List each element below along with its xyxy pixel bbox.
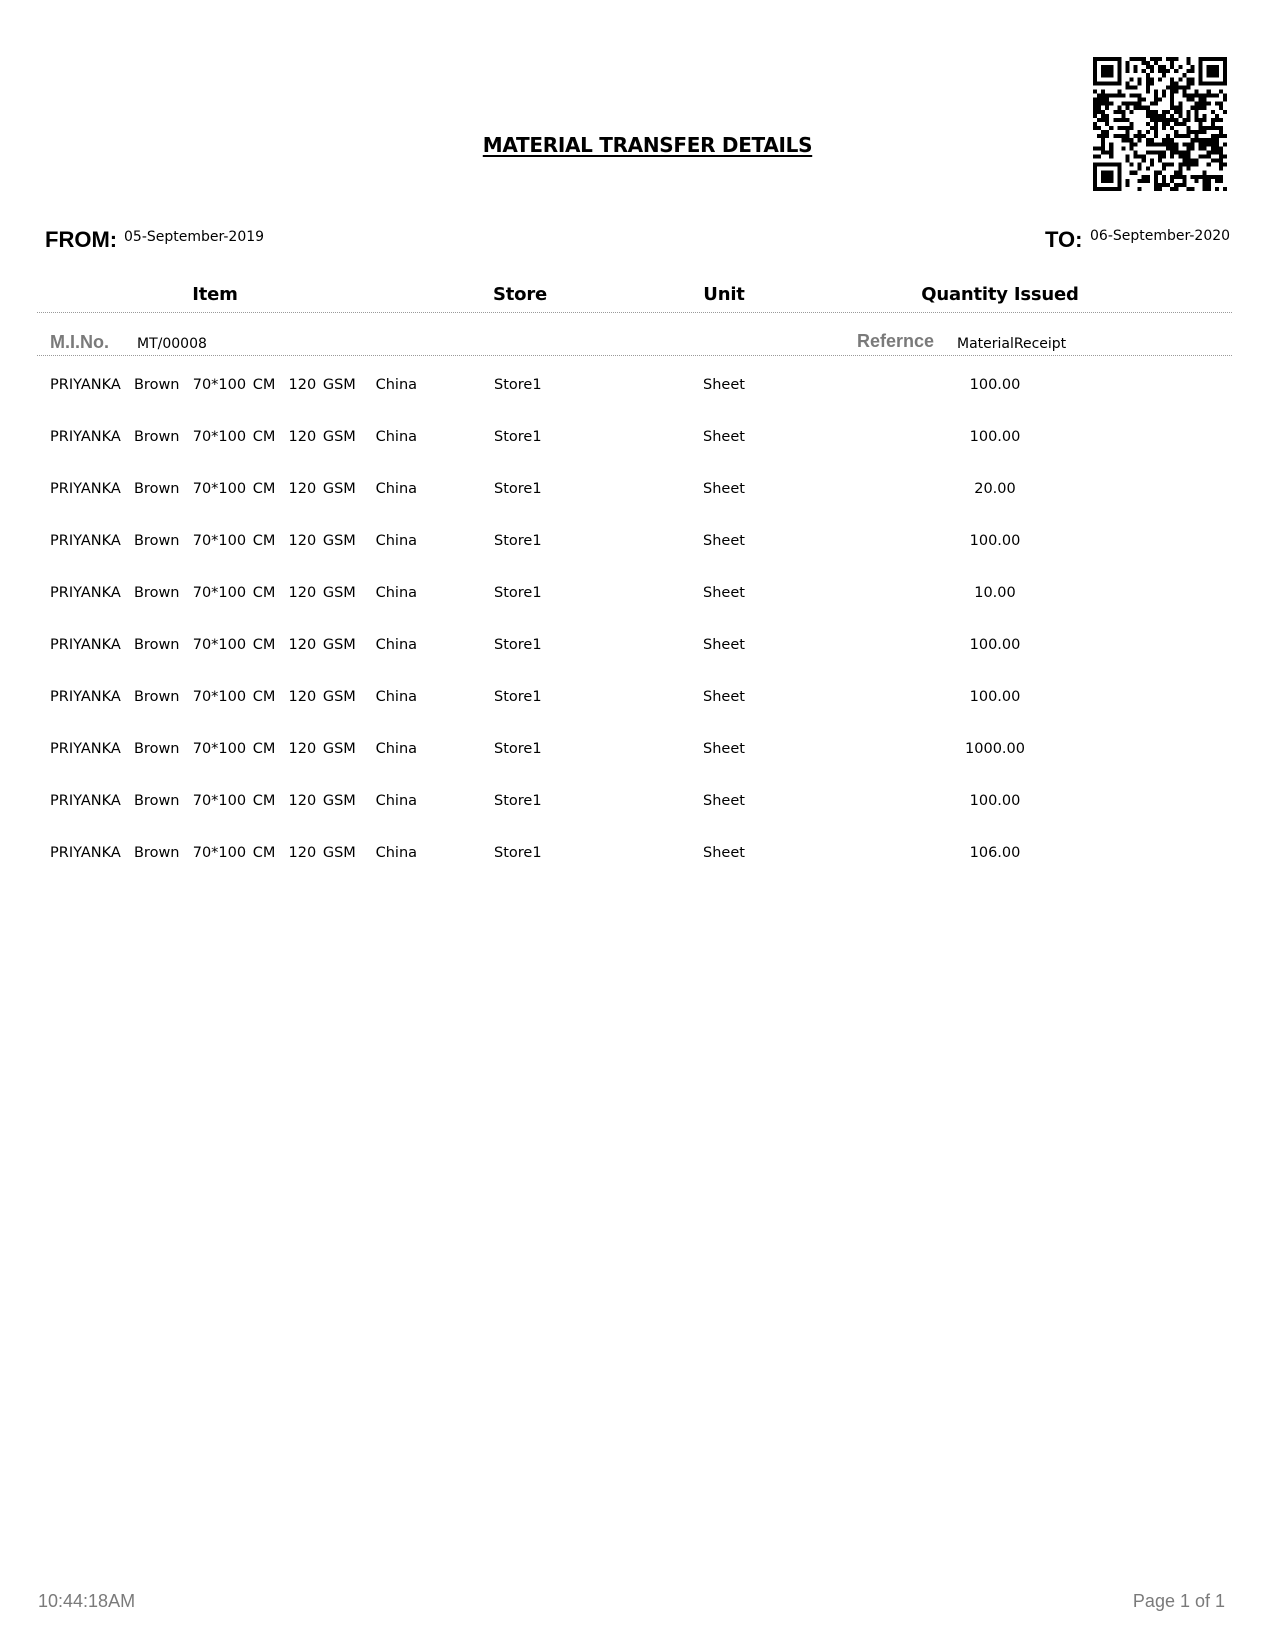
table-row	[0, 429, 1275, 481]
cell-item: PRIYANKA Brown 70*100 CM 120 GSM China	[50, 845, 418, 861]
cell-item: PRIYANKA Brown 70*100 CM 120 GSM China	[50, 481, 418, 497]
table-row	[0, 741, 1275, 793]
cell-quantity: 106.00	[969, 845, 1021, 861]
cell-item: PRIYANKA Brown 70*100 CM 120 GSM China	[50, 533, 418, 549]
table-row	[0, 481, 1275, 533]
column-header-store: Store	[492, 284, 548, 305]
table-row	[0, 533, 1275, 585]
cell-quantity: 1000.00	[965, 741, 1025, 757]
reference-value: MaterialReceipt	[957, 336, 1067, 352]
cell-unit: Sheet	[703, 533, 745, 549]
cell-store: Store1	[494, 741, 542, 757]
cell-quantity: 100.00	[969, 429, 1021, 445]
cell-unit: Sheet	[703, 377, 745, 393]
cell-store: Store1	[494, 845, 542, 861]
column-header-quantity: Quantity Issued	[921, 284, 1079, 305]
cell-store: Store1	[494, 637, 542, 653]
to-date: 06-September-2020	[1090, 228, 1231, 244]
table-row	[0, 793, 1275, 845]
cell-quantity: 10.00	[974, 585, 1016, 601]
from-date: 05-September-2019	[124, 229, 265, 245]
cell-item: PRIYANKA Brown 70*100 CM 120 GSM China	[50, 585, 418, 601]
table-row	[0, 377, 1275, 429]
from-label: FROM:	[45, 227, 118, 252]
cell-store: Store1	[494, 429, 542, 445]
mino-value: MT/00008	[137, 336, 207, 352]
cell-quantity: 20.00	[974, 481, 1016, 497]
cell-item: PRIYANKA Brown 70*100 CM 120 GSM China	[50, 429, 418, 445]
column-header-unit: Unit	[703, 284, 745, 305]
cell-quantity: 100.00	[969, 637, 1021, 653]
cell-item: PRIYANKA Brown 70*100 CM 120 GSM China	[50, 689, 418, 705]
reference-label: Refernce	[857, 331, 935, 351]
cell-unit: Sheet	[703, 429, 745, 445]
cell-unit: Sheet	[703, 481, 745, 497]
cell-unit: Sheet	[703, 637, 745, 653]
cell-quantity: 100.00	[969, 689, 1021, 705]
cell-quantity: 100.00	[969, 377, 1021, 393]
meta-divider	[37, 355, 1232, 356]
table-row	[0, 845, 1275, 897]
cell-unit: Sheet	[703, 845, 745, 861]
cell-unit: Sheet	[703, 585, 745, 601]
to-label: TO:	[1045, 227, 1083, 252]
cell-unit: Sheet	[703, 741, 745, 757]
header-divider	[37, 312, 1232, 313]
table-row	[0, 689, 1275, 741]
cell-store: Store1	[494, 481, 542, 497]
table-row	[0, 585, 1275, 637]
mino-label: M.I.No.	[50, 332, 109, 352]
cell-unit: Sheet	[703, 689, 745, 705]
page-number: Page 1 of 1	[1132, 1591, 1225, 1611]
table-row	[0, 637, 1275, 689]
cell-store: Store1	[494, 377, 542, 393]
transfer-items-table	[0, 377, 1275, 897]
qr-code-icon	[1093, 57, 1227, 191]
print-time: 10:44:18AM	[38, 1591, 136, 1611]
cell-unit: Sheet	[703, 793, 745, 809]
cell-item: PRIYANKA Brown 70*100 CM 120 GSM China	[50, 741, 418, 757]
cell-item: PRIYANKA Brown 70*100 CM 120 GSM China	[50, 793, 418, 809]
cell-item: PRIYANKA Brown 70*100 CM 120 GSM China	[50, 637, 418, 653]
cell-store: Store1	[494, 533, 542, 549]
cell-quantity: 100.00	[969, 533, 1021, 549]
cell-quantity: 100.00	[969, 793, 1021, 809]
cell-store: Store1	[494, 793, 542, 809]
cell-item: PRIYANKA Brown 70*100 CM 120 GSM China	[50, 377, 418, 393]
document-title: MATERIAL TRANSFER DETAILS	[482, 133, 813, 157]
column-header-item: Item	[192, 284, 238, 305]
cell-store: Store1	[494, 585, 542, 601]
cell-store: Store1	[494, 689, 542, 705]
